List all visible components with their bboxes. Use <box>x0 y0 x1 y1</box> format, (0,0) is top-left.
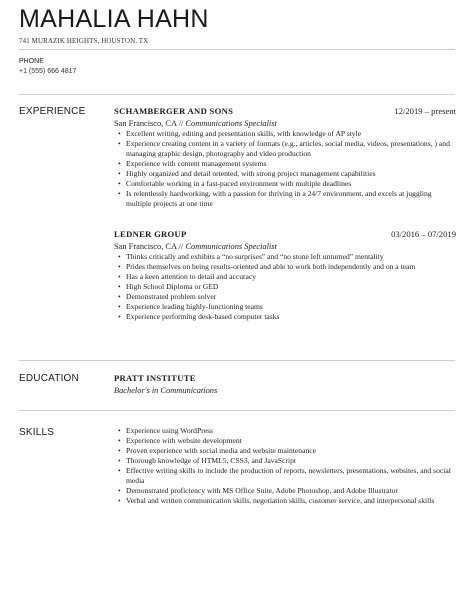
job-role: Communications Specialist <box>185 242 277 251</box>
list-item: • Experience performing desk-based computer tasks <box>118 312 280 321</box>
job-location: San Francisco, CA <box>114 119 177 128</box>
job-header <box>114 229 456 241</box>
skills-bullets <box>114 426 456 506</box>
list-item: • Verbal and written communication skills, negotiation skills, customer service, and interpersonal skills <box>118 496 435 505</box>
header-divider <box>19 49 455 50</box>
skills-entry <box>114 426 456 506</box>
list-item: • Experience with content management systems <box>118 159 267 168</box>
phone-label: PHONE <box>19 58 44 65</box>
job-location-role <box>114 118 456 129</box>
job-entry <box>114 106 456 209</box>
list-item: • Experience using WordPress <box>118 426 213 435</box>
list-item: • Thorough knowledge of HTML5, CSS3, and JavaScript <box>118 456 296 465</box>
job-header <box>114 106 456 118</box>
education-entry <box>114 373 456 396</box>
company-name: SCHAMBERGER AND SONS <box>114 106 234 116</box>
list-item: • Demonstrated problem solver <box>118 292 217 301</box>
education-header <box>114 373 456 385</box>
section-divider <box>19 360 455 361</box>
list-item: • Is relentlessly hardworking, with a passion for thriving in a 24/7 environment, and excels at juggling multiple projects at one time <box>118 189 432 208</box>
job-dates: 03/2016 – 07/2019 <box>391 229 456 239</box>
list-item: • Thinks critically and exhibits a “no surprises” and “no stone left unturned” mentality <box>118 252 384 261</box>
role-separator: // <box>176 242 186 251</box>
list-item: • Highly organized and detail oriented, with strong project management capabilities <box>118 169 376 178</box>
list-item: • Effective writing skills to include the production of reports, newsletters, presentations, websites, and social media <box>118 466 451 485</box>
list-item: • High School Diploma or GED <box>118 282 219 291</box>
experience-heading: EXPERIENCE <box>19 106 86 117</box>
education-heading: EDUCATION <box>19 373 79 384</box>
candidate-name: MAHALIA HAHN <box>19 5 209 33</box>
list-item: • Experience creating content in a variety of formats (e.g., articles, social media, videos, presentations, ) and managing graphic design, photography and video production <box>118 139 450 158</box>
section-divider <box>19 94 455 95</box>
job-dates: 12/2019 – present <box>394 106 456 116</box>
section-divider <box>19 410 455 411</box>
list-item: • Experience with website development <box>118 436 242 445</box>
list-item: • Comfortable working in a fast-paced environment with multiple deadlines <box>118 179 352 188</box>
list-item: • Excellent writing, editing and presentation skills, with knowledge of AP style <box>118 129 362 138</box>
list-item: • Prides themselves on being results-oriented and able to work both independently and on a team <box>118 262 416 271</box>
list-item: • Demonstrated proficiency with MS Office Suite, Adobe Photoshop, and Adobe Illustrator <box>118 486 398 495</box>
job-location: San Francisco, CA <box>114 242 177 251</box>
company-name: LEDNER GROUP <box>114 229 187 239</box>
degree: Bachelor's in Communications <box>114 386 218 395</box>
job-bullets <box>114 129 456 209</box>
list-item: • Experience leading highly-functioning teams <box>118 302 263 311</box>
job-entry <box>114 229 456 322</box>
role-separator: // <box>176 119 186 128</box>
job-bullets <box>114 252 456 322</box>
phone-number: +1 (555) 666 4817 <box>19 68 77 75</box>
skills-heading: SKILLS <box>19 427 55 438</box>
school-name: PRATT INSTITUTE <box>114 373 196 383</box>
list-item: • Proven experience with social media and website maintenance <box>118 446 316 455</box>
address: 741 MURAZIK HEIGHTS, HOUSTON, TX <box>19 37 149 45</box>
job-role: Communications Specialist <box>185 119 277 128</box>
job-location-role <box>114 241 456 252</box>
list-item: • Has a keen attention to detail and accuracy <box>118 272 257 281</box>
